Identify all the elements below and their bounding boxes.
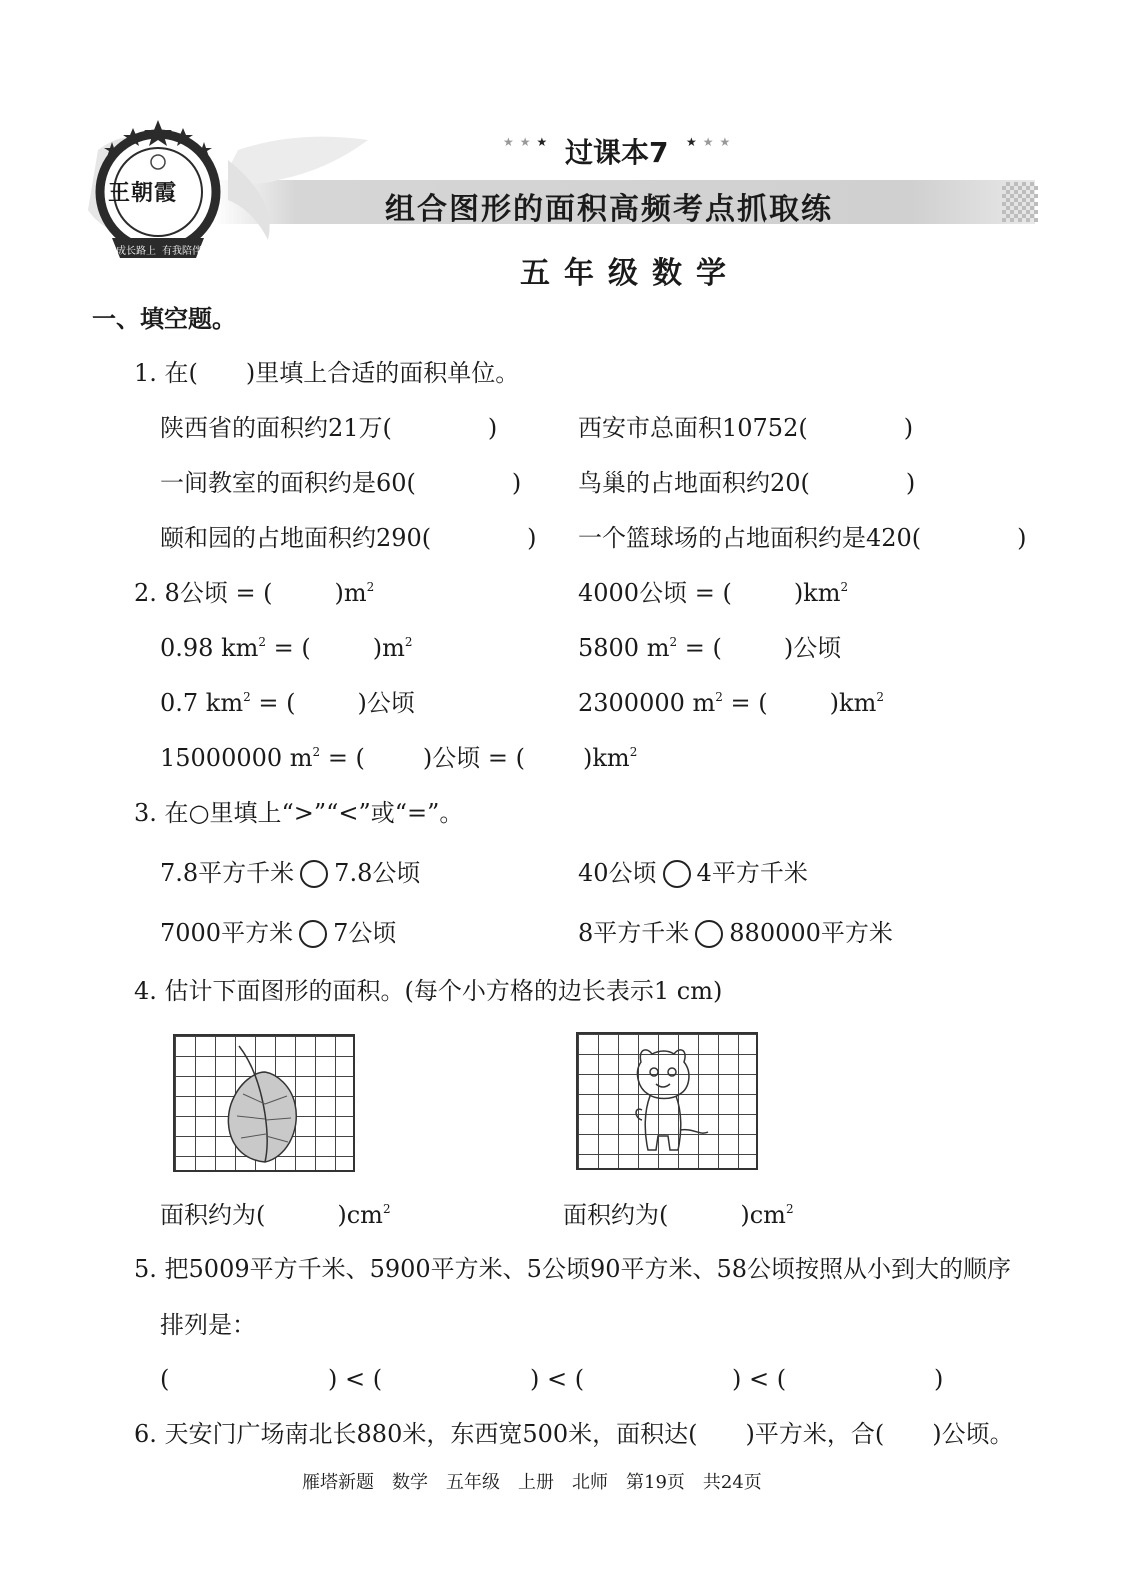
q1-item: 一个篮球场的占地面积约是420( ) bbox=[578, 524, 1027, 552]
q2-e-mid: = ( bbox=[250, 689, 296, 717]
q4-answer-left-text: 面积约为( )cm bbox=[160, 1201, 383, 1229]
q2-item-e bbox=[160, 688, 415, 718]
blank-lt: ) < ( bbox=[328, 1365, 383, 1393]
q2-b-left: 4000公顷 = ( bbox=[578, 579, 732, 607]
q2-item-d bbox=[578, 633, 841, 663]
q3-left: 8平方千米 bbox=[578, 919, 690, 947]
q2-g-mid: = ( bbox=[320, 744, 365, 772]
q3-item bbox=[160, 918, 396, 948]
logo-slogan-left: 成长路上 bbox=[116, 246, 156, 257]
superscript-2: 2 bbox=[258, 635, 267, 649]
q1-item: 陕西省的面积约21万( ) bbox=[160, 414, 498, 442]
q3-right: 4平方千米 bbox=[696, 859, 808, 887]
q3-left: 40公顷 bbox=[578, 859, 657, 887]
q2-g-mid2: )公顷 = ( bbox=[422, 744, 526, 772]
blank-close: ) bbox=[934, 1365, 944, 1393]
superscript-2: 2 bbox=[382, 1202, 391, 1216]
q2-g-right: )km bbox=[583, 744, 630, 772]
q2-d-mid: = ( bbox=[677, 634, 722, 662]
q1-prompt: 1. 在( )里填上合适的面积单位。 bbox=[134, 359, 520, 387]
superscript-2: 2 bbox=[243, 690, 251, 704]
page-subtitle: 五年级数学 bbox=[520, 256, 740, 291]
q2-c-mid: = ( bbox=[266, 634, 311, 662]
q2-item-a bbox=[134, 578, 374, 608]
q2-e-left: 0.7 km bbox=[160, 689, 244, 717]
badge-stars-right: ★★★ bbox=[686, 135, 737, 149]
banner-checker-pattern bbox=[1002, 182, 1038, 222]
q3-left: 7000平方米 bbox=[160, 919, 294, 947]
q5-prompt-2: 排列是： bbox=[160, 1311, 256, 1339]
q6-prompt: 6. 天安门广场南北长880米，东西宽500米，面积达( )平方米，合( )公顷。 bbox=[134, 1420, 1014, 1448]
q4-answer-right-text: 面积约为( )cm bbox=[563, 1201, 786, 1229]
q2-g-left: 15000000 m bbox=[160, 744, 313, 772]
section-heading: 一、填空题。 bbox=[92, 305, 236, 333]
q2-c-right: )m bbox=[372, 634, 405, 662]
q2-item-g bbox=[160, 743, 637, 773]
q2-item-c bbox=[160, 633, 413, 663]
q3-item bbox=[160, 858, 420, 888]
q1-item: 西安市总面积10752( ) bbox=[578, 414, 914, 442]
q2-number: 2. bbox=[134, 579, 157, 607]
blank-open: ( bbox=[160, 1365, 170, 1393]
blank-lt: ) < ( bbox=[732, 1365, 787, 1393]
q2-d-right: )公顷 bbox=[783, 634, 842, 662]
logo-text: 王朝霞 bbox=[108, 181, 178, 206]
superscript-2: 2 bbox=[366, 580, 375, 594]
blank-lt: ) < ( bbox=[530, 1365, 585, 1393]
q3-item bbox=[578, 858, 808, 888]
cat-icon bbox=[576, 1032, 758, 1170]
superscript-2: 2 bbox=[785, 1202, 794, 1216]
superscript-2: 2 bbox=[669, 635, 678, 649]
q3-right: 7.8公顷 bbox=[334, 859, 421, 887]
q2-f-mid: = ( bbox=[722, 689, 768, 717]
q2-d-left: 5800 m bbox=[578, 634, 670, 662]
compare-circle[interactable] bbox=[695, 920, 723, 948]
q2-f-right: )km bbox=[829, 689, 877, 717]
q4-prompt: 4. 估计下面图形的面积。(每个小方格的边长表示1 cm) bbox=[134, 977, 723, 1005]
compare-circle[interactable] bbox=[663, 860, 691, 888]
superscript-2: 2 bbox=[840, 580, 849, 594]
q2-c-left: 0.98 km bbox=[160, 634, 259, 662]
q3-prompt: 3. 在○里填上“>”“<”或“=”。 bbox=[134, 799, 464, 827]
superscript-2: 2 bbox=[876, 690, 884, 704]
q3-left: 7.8平方千米 bbox=[160, 859, 295, 887]
q3-right: 7公顷 bbox=[333, 919, 397, 947]
q2-item-b bbox=[578, 578, 848, 608]
superscript-2: 2 bbox=[312, 745, 321, 759]
q4-answer-right bbox=[563, 1200, 794, 1230]
superscript-2: 2 bbox=[715, 690, 723, 704]
page-title: 组合图形的面积高频考点抓取练 bbox=[385, 192, 833, 227]
page-footer: 雁塔新题 数学 五年级 上册 北师 第19页 共24页 bbox=[302, 1472, 762, 1493]
q1-item: 一间教室的面积约是60( ) bbox=[160, 469, 522, 497]
q2-f-left: 2300000 m bbox=[578, 689, 716, 717]
q4-answer-left bbox=[160, 1200, 391, 1230]
q2-item-f bbox=[578, 688, 884, 718]
q1-item: 鸟巢的占地面积约20( ) bbox=[578, 469, 916, 497]
superscript-2: 2 bbox=[404, 635, 413, 649]
q2-e-right: )公顷 bbox=[357, 689, 415, 717]
q2-a-right: )m bbox=[334, 579, 367, 607]
q2-a-left: 8公顷 = ( bbox=[164, 579, 273, 607]
q5-prompt: 5. 把5009平方千米、5900平方米、5公顷90平方米、58公顷按照从小到大的顺序 bbox=[134, 1255, 1012, 1283]
superscript-2: 2 bbox=[629, 745, 638, 759]
badge-label: 过课本7 bbox=[565, 136, 669, 169]
q3-right: 880000平方米 bbox=[729, 919, 893, 947]
q1-item: 颐和园的占地面积约290( ) bbox=[160, 524, 537, 552]
compare-circle[interactable] bbox=[299, 920, 327, 948]
badge-stars-left: ★★★ bbox=[503, 135, 554, 149]
leaf-icon bbox=[173, 1034, 355, 1172]
compare-circle[interactable] bbox=[300, 860, 328, 888]
q2-b-right: )km bbox=[793, 579, 841, 607]
logo-slogan-right: 有我陪伴 bbox=[162, 246, 202, 257]
q3-item bbox=[578, 918, 893, 948]
